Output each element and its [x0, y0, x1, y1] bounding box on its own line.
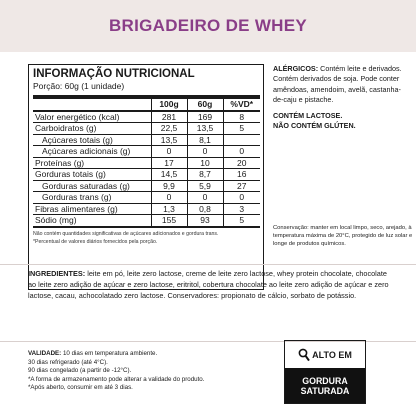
portion-size: Porção: 60g (1 unidade)	[33, 81, 125, 91]
value-vd: 20	[223, 157, 260, 169]
nutrition-row	[33, 157, 260, 169]
nutrition-row	[33, 215, 260, 227]
lactose-notice: CONTÉM LACTOSE.	[273, 110, 343, 120]
value-vd: 5	[223, 123, 260, 135]
value-vd	[223, 134, 260, 146]
nutrition-row	[33, 134, 260, 146]
validity-block	[28, 350, 278, 393]
warning-bottom	[285, 368, 365, 403]
nutrient-label: Fibras alimentares (g)	[33, 203, 151, 215]
validity-line-4: *A forma de armazenamento pode alterar a validade do produto.	[28, 375, 205, 383]
nutrient-label: Açúcares totais (g)	[33, 134, 151, 146]
ingredients-text: leite em pó, leite zero lactose, creme de leite zero lactose, whey protein chocolate, chocolate ao leite zero adição de açúcar e zero lactose, eritritol, cobertura chocolate ao leite zero adição de açúcar e zero lactose, cacau, achocolatado zero lactose. Conservadores: propionato de cálcio, sorbato de potássio.	[28, 269, 389, 301]
ingredients-block	[28, 268, 390, 302]
value-vd: 0	[223, 146, 260, 158]
header-60g: 60g	[187, 97, 223, 111]
value-vd: 0	[223, 192, 260, 204]
header-blank	[33, 97, 151, 111]
value-60g: 0,8	[187, 203, 223, 215]
footnote-2: *Percentual de valores diários fornecidos pela porção.	[33, 238, 158, 245]
nutrition-footnotes	[33, 230, 260, 246]
value-vd: 16	[223, 169, 260, 181]
nutrient-label: Carboidratos (g)	[33, 123, 151, 135]
nutrient-label: Gorduras trans (g)	[33, 192, 151, 204]
value-100g: 281	[151, 111, 187, 123]
nutrition-row	[33, 203, 260, 215]
validity-line-5: *Após aberto, consumir em até 3 dias.	[28, 384, 133, 392]
validity-line-3: 90 dias congelado (a partir de -12°C).	[28, 367, 132, 375]
ingredients-label: INGREDIENTES:	[28, 269, 86, 278]
nutrition-row	[33, 146, 260, 158]
value-60g: 169	[187, 111, 223, 123]
value-100g: 14,5	[151, 169, 187, 181]
header-band	[0, 0, 416, 52]
value-60g: 13,5	[187, 123, 223, 135]
nutrition-row	[33, 192, 260, 204]
high-saturated-fat-warning	[284, 340, 366, 404]
value-100g: 0	[151, 192, 187, 204]
header-vd: %VD*	[223, 97, 260, 111]
allergens-label: ALÉRGICOS:	[273, 64, 319, 73]
warning-line-2: SATURADA	[300, 385, 350, 396]
value-60g: 93	[187, 215, 223, 227]
value-100g: 155	[151, 215, 187, 227]
nutrient-label: Proteínas (g)	[33, 157, 151, 169]
value-100g: 13,5	[151, 134, 187, 146]
validity-line-1: 10 dias em temperatura ambiente.	[62, 350, 158, 357]
nutrition-row	[33, 111, 260, 123]
warning-line-1: GORDURA	[302, 375, 348, 386]
value-100g: 17	[151, 157, 187, 169]
nutrient-label: Sódio (mg)	[33, 215, 151, 227]
value-60g: 10	[187, 157, 223, 169]
magnifier-icon	[298, 348, 310, 362]
value-60g: 8,7	[187, 169, 223, 181]
nutrition-title: INFORMAÇÃO NUTRICIONAL	[33, 68, 195, 80]
nutrient-label: Açúcares adicionais (g)	[33, 146, 151, 158]
nutrition-row	[33, 169, 260, 181]
nutrition-row	[33, 123, 260, 135]
value-60g: 0	[187, 192, 223, 204]
value-100g: 22,5	[151, 123, 187, 135]
nutrition-table	[33, 95, 260, 228]
divider-top	[0, 264, 416, 265]
validity-label: VALIDADE:	[28, 350, 62, 357]
validity-line-2: 30 dias refrigerado (até 4°C).	[28, 358, 108, 366]
nutrient-label: Valor energético (kcal)	[33, 111, 151, 123]
value-60g: 8,1	[187, 134, 223, 146]
value-vd: 27	[223, 180, 260, 192]
value-60g: 5,9	[187, 180, 223, 192]
value-100g: 1,3	[151, 203, 187, 215]
warning-alto-em: ALTO EM	[312, 349, 352, 360]
header-100g: 100g	[151, 97, 187, 111]
nutrient-label: Gorduras saturadas (g)	[33, 180, 151, 192]
product-title: BRIGADEIRO DE WHEY	[108, 16, 308, 35]
value-60g: 0	[187, 146, 223, 158]
warning-top	[285, 341, 365, 368]
allergens-text: Contém leite e derivados. Contém derivados de soja. Pode conter amêndoas, amendoim, avelã, castanha-de-caju e pistache.	[273, 64, 402, 105]
value-vd: 8	[223, 111, 260, 123]
value-100g: 0	[151, 146, 187, 158]
allergens-block	[273, 64, 409, 131]
nutrition-table-header	[33, 97, 260, 111]
value-vd: 3	[223, 203, 260, 215]
nutrient-label: Gorduras totais (g)	[33, 169, 151, 181]
gluten-notice: NÃO CONTÉM GLÚTEN.	[273, 121, 356, 131]
value-vd: 5	[223, 215, 260, 227]
nutrition-facts-panel	[28, 64, 264, 290]
conservation-text: Conservação: manter em local limpo, seco, arejado, à temperatura máxima de 20°C, protegido de luz solar e longe de produtos químicos.	[273, 225, 413, 248]
nutrition-row	[33, 180, 260, 192]
footnote-1: Não contém quantidades significativas de açúcares adicionados e gordura trans.	[33, 230, 219, 237]
value-100g: 9,9	[151, 180, 187, 192]
